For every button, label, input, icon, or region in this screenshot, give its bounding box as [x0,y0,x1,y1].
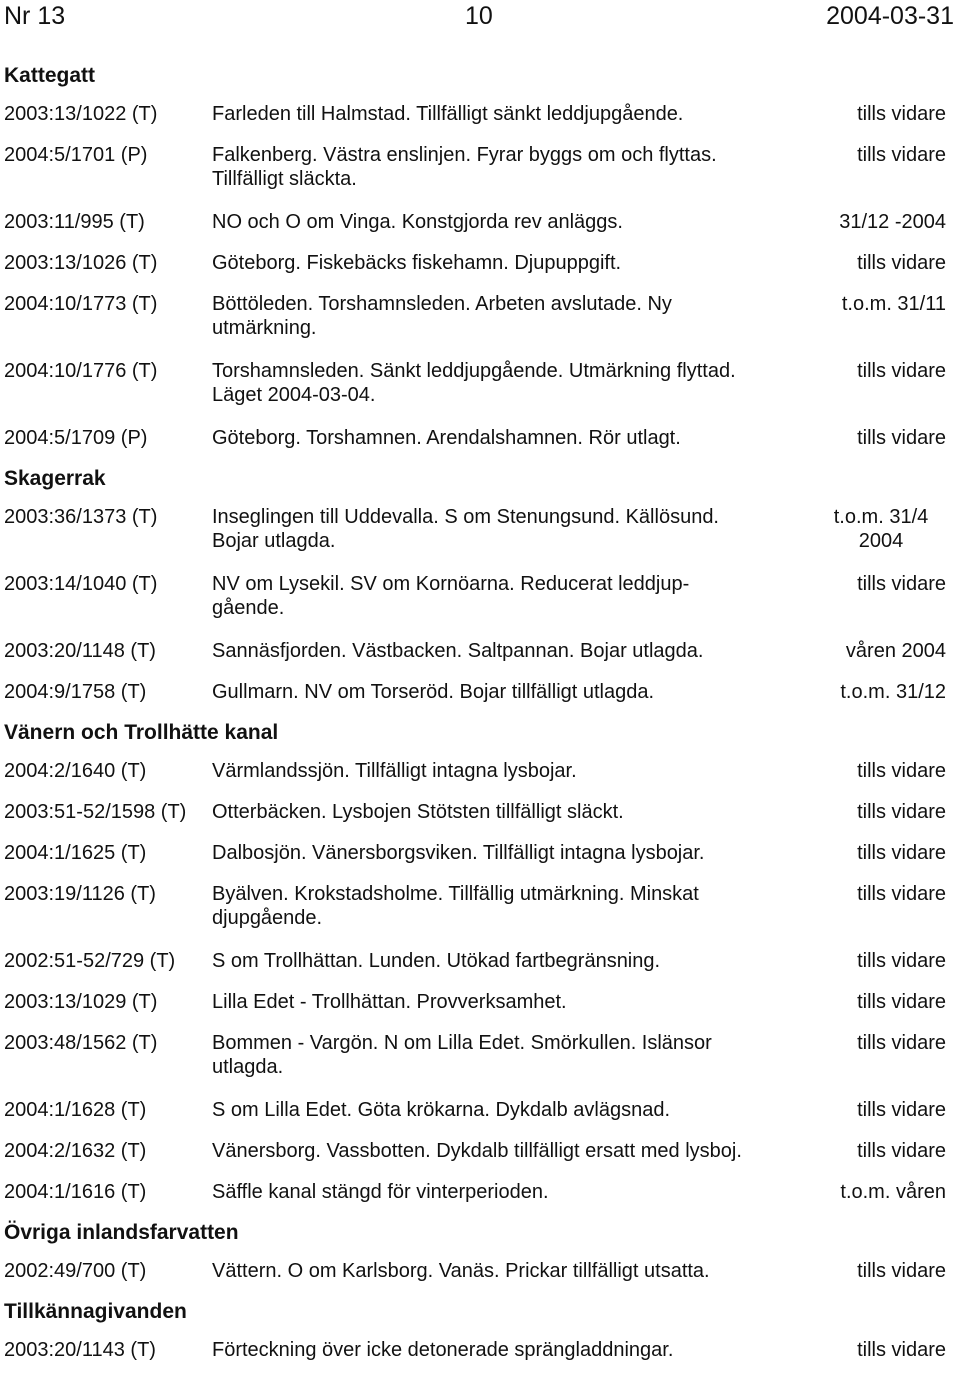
notice-row [0,1139,960,1180]
description-line: NV om Lysekil. SV om Kornöarna. Reducerat leddjup- [212,573,690,595]
validity-line: tills vidare [857,991,946,1013]
notice-description [212,505,812,553]
validity-line: tills vidare [857,252,946,274]
notice-row [0,102,960,143]
notice-row [0,251,960,292]
notice-row [0,1031,960,1098]
notice-description [212,759,812,783]
description-line: Vänersborg. Vassbotten. Dykdalb tillfälligt ersatt med lysboj. [212,1140,742,1162]
notice-row [0,143,960,210]
validity-line: 31/12 -2004 [839,211,946,233]
notice-reference: 2004:1/1616 (T) [4,1181,147,1203]
notice-description [212,292,812,340]
notice-description [212,1259,812,1283]
description-line: djupgående. [212,907,323,929]
notice-reference: 2004:5/1709 (P) [4,427,148,449]
notice-reference: 2003:11/995 (T) [4,211,145,233]
description-line: Böttöleden. Torshamnsleden. Arbeten avslutade. Ny [212,293,672,315]
notice-row [0,639,960,680]
validity-line: tills vidare [857,883,946,905]
notice-row [0,1338,960,1379]
description-line: Lilla Edet - Trollhättan. Provverksamhet. [212,991,567,1013]
section-title: Skagerrak [4,467,106,490]
description-line: Säffle kanal stängd för vinterperioden. [212,1181,549,1203]
notice-validity [816,359,946,383]
notice-description [212,102,812,126]
validity-line: t.o.m. 31/11 [841,293,946,315]
description-line: Gullmarn. NV om Torseröd. Bojar tillfälligt utlagda. [212,681,655,703]
notice-reference: 2002:49/700 (T) [4,1260,147,1282]
notice-description [212,1139,812,1163]
description-line: Inseglingen till Uddevalla. S om Stenungsund. Källösund. [212,506,719,528]
validity-line: tills vidare [857,1140,946,1162]
description-line: Värmlandssjön. Tillfälligt intagna lysbojar. [212,760,577,782]
description-line: utlagda. [212,1056,284,1078]
notice-validity [816,639,946,663]
validity-line: tills vidare [857,144,946,166]
section-title: Kattegatt [4,64,96,87]
notice-validity [816,1139,946,1163]
validity-line: t.o.m. våren [840,1181,946,1203]
notice-description [212,143,812,191]
section-title: Vänern och Trollhätte kanal [4,721,279,744]
notice-row [0,292,960,359]
notice-validity [816,1259,946,1283]
notice-row [0,949,960,990]
notice-reference: 2004:1/1628 (T) [4,1099,147,1121]
validity-line: tills vidare [857,427,946,449]
notice-description [212,426,812,450]
section-title: Tillkännagivanden [4,1300,187,1323]
notice-reference: 2004:10/1776 (T) [4,360,158,382]
notice-description [212,841,812,865]
notice-row [0,1098,960,1139]
description-line: Farleden till Halmstad. Tillfälligt sänkt leddjupgående. [212,103,684,125]
notice-row [0,210,960,251]
notice-validity [816,800,946,824]
notice-row [0,800,960,841]
description-line: S om Lilla Edet. Göta krökarna. Dykdalb avlägsnad. [212,1099,671,1121]
notice-reference: 2003:19/1126 (T) [4,883,156,905]
description-line: Byälven. Krokstadsholme. Tillfällig utmärkning. Minskat [212,883,699,905]
notice-reference: 2004:10/1773 (T) [4,293,158,315]
section-title: Övriga inlandsfarvatten [4,1221,239,1244]
notice-validity [816,572,946,596]
page-header [0,0,960,40]
description-line: Tillfälligt släckta. [212,168,357,190]
notice-validity [816,505,946,553]
notice-row [0,1259,960,1300]
description-line: NO och O om Vinga. Konstgjorda rev anläggs. [212,211,623,233]
notice-validity [816,1338,946,1362]
notice-reference: 2003:13/1026 (T) [4,252,158,274]
notice-description [212,1098,812,1122]
notice-row [0,426,960,467]
notice-reference: 2003:51-52/1598 (T) [4,801,187,823]
notice-reference: 2004:9/1758 (T) [4,681,147,703]
validity-line: tills vidare [857,950,946,972]
validity-line: 2004 [858,530,904,552]
description-line: S om Trollhättan. Lunden. Utökad fartbegränsning. [212,950,661,972]
notice-validity [816,680,946,704]
notice-row [0,1180,960,1221]
notice-validity [816,882,946,906]
notice-description [212,882,812,930]
notice-reference: 2003:20/1148 (T) [4,640,156,662]
notice-description [212,210,812,234]
notice-description [212,639,812,663]
notice-list [0,64,960,1379]
validity-line: tills vidare [857,1339,946,1361]
notice-row [0,759,960,800]
notice-validity [816,759,946,783]
notice-description [212,1031,812,1079]
notice-reference: 2002:51-52/729 (T) [4,950,176,972]
notice-reference: 2003:14/1040 (T) [4,573,158,595]
description-line: Falkenberg. Västra enslinjen. Fyrar byggs om och flyttas. [212,144,717,166]
notice-description [212,680,812,704]
notice-reference: 2003:13/1022 (T) [4,103,158,125]
description-line: Göteborg. Torshamnen. Arendalshamnen. Rör utlagt. [212,427,681,449]
notice-row [0,882,960,949]
notice-validity [816,1031,946,1055]
notice-validity [816,426,946,450]
notice-description [212,949,812,973]
notice-reference: 2004:2/1640 (T) [4,760,147,782]
validity-line: tills vidare [857,360,946,382]
notice-description [212,572,812,620]
notice-validity [816,1098,946,1122]
validity-line: tills vidare [857,1260,946,1282]
notice-row [0,359,960,426]
description-line: Otterbäcken. Lysbojen Stötsten tillfälligt släckt. [212,801,624,823]
notice-validity [816,949,946,973]
notice-validity [816,292,946,316]
notice-row [0,505,960,572]
description-line: Sannäsfjorden. Västbacken. Saltpannan. Bojar utlagda. [212,640,704,662]
notice-reference: 2003:48/1562 (T) [4,1032,158,1054]
description-line: Bojar utlagda. [212,530,336,552]
validity-line: t.o.m. 31/12 [840,681,946,703]
notice-reference: 2003:13/1029 (T) [4,991,158,1013]
validity-line: t.o.m. 31/4 [833,506,929,528]
notice-description [212,800,812,824]
issue-number: Nr 13 [4,2,66,30]
notice-row [0,572,960,639]
validity-line: tills vidare [857,842,946,864]
notice-row [0,990,960,1031]
description-line: Torshamnsleden. Sänkt leddjupgående. Utmärkning flyttad. [212,360,736,382]
notice-validity [816,251,946,275]
validity-line: tills vidare [857,801,946,823]
validity-line: tills vidare [857,1032,946,1054]
notice-reference: 2004:5/1701 (P) [4,144,148,166]
description-line: Dalbosjön. Vänersborgsviken. Tillfälligt intagna lysbojar. [212,842,705,864]
notice-validity [816,990,946,1014]
notice-validity [816,143,946,167]
notice-reference: 2004:1/1625 (T) [4,842,147,864]
validity-line: våren 2004 [845,640,946,662]
description-line: Bommen - Vargön. N om Lilla Edet. Smörkullen. Islänsor [212,1032,712,1054]
issue-date: 2004-03-31 [826,2,954,30]
notice-reference: 2003:36/1373 (T) [4,506,158,528]
description-line: Förteckning över icke detonerade sprängladdningar. [212,1339,674,1361]
description-line: Vättern. O om Karlsborg. Vanäs. Prickar tillfälligt utsatta. [212,1260,710,1282]
validity-line: tills vidare [857,103,946,125]
description-line: utmärkning. [212,317,317,339]
notice-reference: 2003:20/1143 (T) [4,1339,156,1361]
notice-validity [816,841,946,865]
notice-description [212,251,812,275]
page-number: 10 [465,2,493,30]
notice-validity [816,102,946,126]
notice-description [212,1338,812,1362]
notice-validity [816,1180,946,1204]
notice-description [212,359,812,407]
validity-line: tills vidare [857,1099,946,1121]
notice-description [212,990,812,1014]
notice-validity [816,210,946,234]
notice-row [0,680,960,721]
description-line: gående. [212,597,285,619]
validity-line: tills vidare [857,760,946,782]
description-line: Göteborg. Fiskebäcks fiskehamn. Djupuppgift. [212,252,622,274]
notice-reference: 2004:2/1632 (T) [4,1140,147,1162]
notice-description [212,1180,812,1204]
notice-row [0,841,960,882]
validity-line: tills vidare [857,573,946,595]
description-line: Läget 2004-03-04. [212,384,376,406]
